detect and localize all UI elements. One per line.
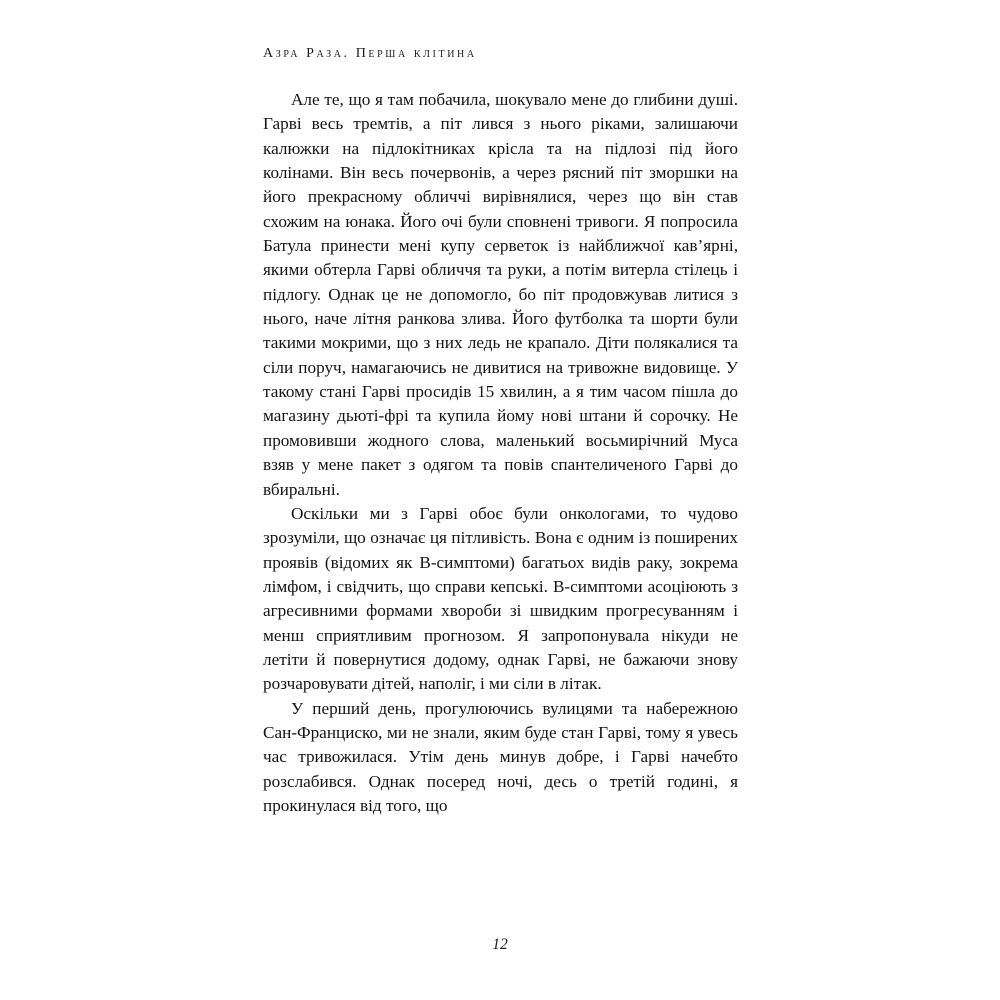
paragraph-1: Але те, що я там побачила, шокувало мене до глибини душі. Гарві весь тремтів, а піт лився з нього ріками, залишаючи калюжки на підлокітниках крісла та на підлозі під його колінами. Він весь почервонів, а через рясний піт зморшки на його прекрасному обличчі вирівнялися, через що він став схожим на юнака. Його очі були сповнені тривоги. Я попросила Батула принести мені купу серветок із найближчої кав’ярні, якими обтерла Гарві обличчя та руки, а потім витерла стілець і підлогу. Однак це не допомогло, бо піт продовжував литися з нього, наче літня ранкова злива. Його футболка та шорти були такими мокрими, що з них ледь не крапало. Діти полякалися та сіли поруч, намагаючись не дивитися на тривожне видовище. У такому стані Гарві просидів 15 хвилин, а я тим часом пішла до магазину дьюті-фрі та купила йому нові штани й сорочку. Не промовивши жодного слова, маленький восьмирічний Муса взяв у мене пакет з одягом та повів спантеличеного Гарві до вбиральні. <box>263 90 738 499</box>
page-body <box>263 88 738 818</box>
page-number: 12 <box>492 936 508 953</box>
paragraph-3: У перший день, прогулюючись вулицями та набережною Сан-Франциско, ми не знали, яким буде стан Гарві, тому я увесь час тривожилася. Утім день минув добре, і Гарві начебто розслабився. Однак посеред ночі, десь о третій годині, я прокинулася від того, що <box>263 698 738 815</box>
paragraph-2: Оскільки ми з Гарві обоє були онкологами, то чудово зрозуміли, що означає ця пітливість. Вона є одним із поширених проявів (відомих як В-симптоми) багатьох видів раку, зокрема лімфом, і свідчить, що справи кепські. В-симптоми асоціюють з агресивними формами хвороби зі швидким прогресуванням і менш сприятливим прогнозом. Я запропонувала нікуди не летіти й повернутися додому, однак Гарві, не бажаючи знову розчаровувати дітей, наполіг, і ми сіли в літак. <box>263 503 738 694</box>
running-header: Азра Раза. Перша клітина <box>263 46 477 61</box>
